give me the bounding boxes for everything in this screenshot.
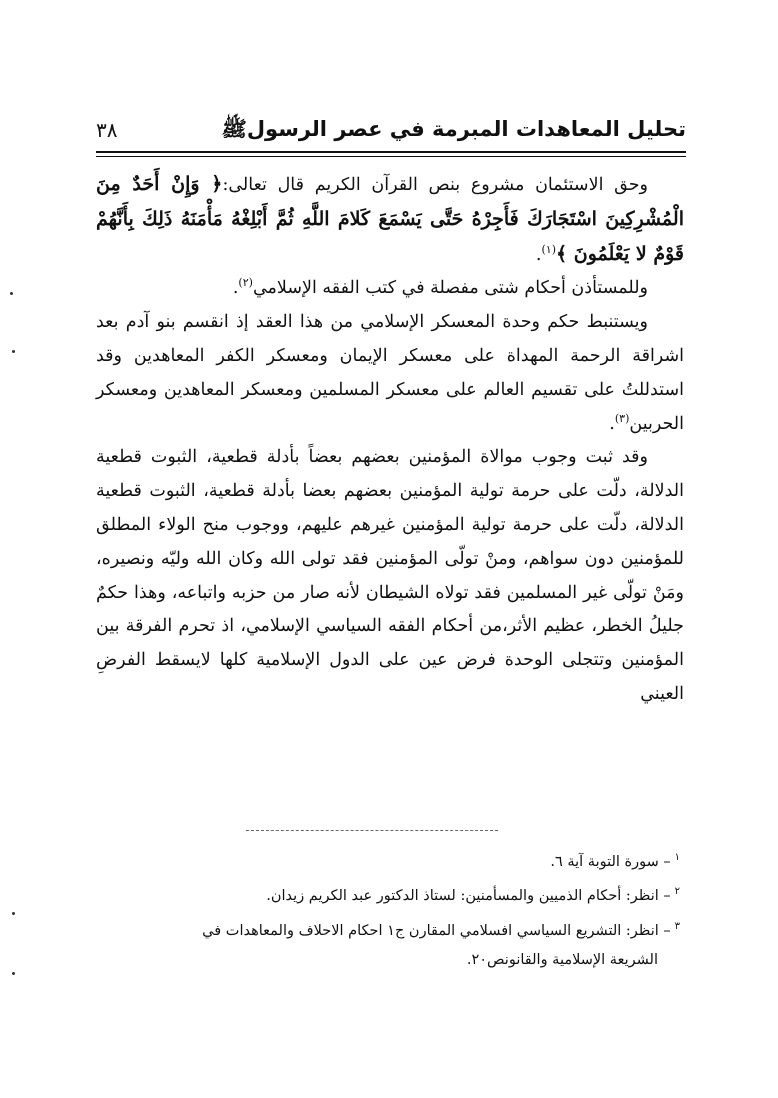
footnote-text: – سورة التوبة آية ٦.: [550, 853, 671, 870]
scan-speck: [12, 972, 15, 975]
paragraph-text: وحق الاستئمان مشروع بنص القرآن الكريم قال تعالى:: [222, 175, 648, 195]
paragraph-text: وقد ثبت وجوب موالاة المؤمنين بعضهم بعضاً بأدلة قطعية، الثبوت قطعية الدلالة، دلّت على حرمة تولية المؤمنين بعضهم بعضا بأدلة قطعية، الثبوت قطعية الدلالة، دلّت على حرمة تولية المؤمنين غيرهم عليهم، ووجوب منح الولاء المطلق للمؤمنين دون سواهم، ومنْ تولّى المؤمنين فقد تولى الله وكان الله وليّه ونصيره، ومَنْ تولّى غير المسلمين فقد تولاه الشيطان لأنه صار من حزبه واتباعه، وهذا حكمٌ جليلُ الخطر، عظيم الأثر،من أحكام الفقه السياسي الإسلامي، اذ تحرم الفرقة بين المؤمنين وتتجلى الوحدة فرض عين على الدول الإسلامية كلها لايسقط الفرضِ العيني: [96, 447, 684, 704]
footnote-text: – انظر: أحكام الذميين والمسأمنين: لستاذ الدكتور عبد الكريم زيدان.: [266, 888, 671, 905]
footnote-separator: [246, 830, 498, 831]
footnote-ref: (١): [541, 242, 557, 256]
paragraph: [96, 441, 684, 711]
scan-speck: [12, 350, 15, 353]
footnotes: [96, 843, 680, 975]
paragraph-end: .: [232, 278, 239, 299]
footnote: [96, 912, 680, 946]
scan-speck: [12, 912, 15, 915]
paragraph-text: وللمستأذن أحكام شتى مفصلة في كتب الفقه الإسلامي: [252, 278, 648, 299]
footnote-number: ٢: [674, 886, 680, 898]
quran-verse: ﴿ وَإِنْ أَحَدٌ مِنَ الْمُشْرِكِينَ اسْتَجَارَكَ فَأَجِرْهُ حَتَّى يَسْمَعَ كَلامَ اللَّهِ ثُمَّ أَبْلِغْهُ مَأْمَنَهُ ذَلِكَ بِأَنَّهُمْ قَوْمٌ لا يَعْلَمُونَ ﴾: [96, 173, 684, 265]
header-divider-thin: [96, 156, 686, 157]
paragraph: [96, 168, 684, 272]
footnote-continuation: الشريعة الإسلامية والقانونص٢٠.: [466, 951, 658, 968]
paragraph-end: .: [535, 244, 542, 265]
footnote-text: – انظر: التشريع السياسي افسلامي المقارن ج١ احكام الاحلاف والمعاهدات في: [202, 922, 671, 939]
scan-speck: [10, 292, 13, 295]
footnote-number: ١: [674, 852, 680, 863]
footnote: [96, 843, 680, 877]
page-title: تحليل المعاهدات المبرمة في عصر الرسولﷺ: [221, 117, 686, 141]
page-number: ٣٨: [96, 118, 118, 142]
main-text: [96, 168, 684, 712]
paragraph: [96, 306, 684, 441]
footnote-number: ٣: [674, 920, 680, 932]
paragraph: [96, 272, 684, 306]
running-header: [96, 116, 686, 152]
footnote: [96, 877, 680, 911]
paragraph-end: .: [609, 413, 615, 434]
header-divider: [96, 151, 686, 153]
footnote-ref: (٢): [238, 276, 253, 290]
footnote-ref: (٣): [614, 411, 630, 425]
paragraph-text: ويستنبط حكم وحدة المعسكر الإسلامي من هذا العقد إذ انقسم بنو آدم بعد اشراقة الرحمة المهداة على معسكر الإيمان ومعسكر الكفر المعاهدين وقد استدللتُ على تقسيم العالم على معسكر المسلمين ومعسكر المعاهدين ومعسكر الحربين: [96, 312, 684, 434]
